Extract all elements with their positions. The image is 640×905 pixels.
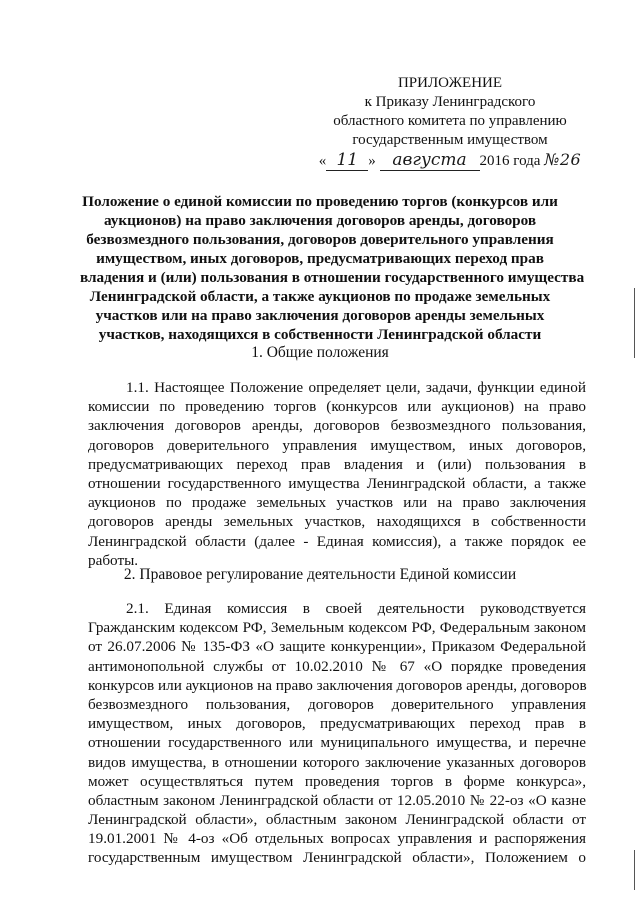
paragraph-2-1 [88, 599, 586, 868]
title-line: аукционов) на право заключения договоров аренды, договоров [103, 212, 537, 229]
appendix-order-ref: к Приказу Ленинградского [364, 94, 536, 110]
text-line: 19.01.2001 № 4-оз «Об отдельных вопросах управления и распоряжения [88, 830, 586, 848]
appendix-label: ПРИЛОЖЕНИЕ [397, 75, 503, 91]
appendix-committee: областного комитета по управлению [333, 113, 567, 129]
text-line: 1.1. Настоящее Положение определяет цели, задачи, функции единой [126, 379, 586, 396]
text-line: от 26.07.2006 № 135-ФЗ «О защите конкуренции», Приказом Федеральной [88, 638, 586, 656]
title-line: имуществом, иных договоров, предусматривающих переход прав [96, 250, 544, 267]
paragraph-1-1 [88, 378, 586, 570]
handwritten-order-number: №26 [544, 150, 582, 169]
text-line: работы. [88, 551, 139, 569]
scan-edge-mark [634, 850, 635, 890]
order-date: « 11 » августа 2016 года №26 [318, 150, 582, 170]
text-line: безвозмездного пользования, договоров доверительного управления [88, 695, 586, 713]
title-line: участков, находящихся в собственности Ленинградской области [98, 326, 542, 343]
text-line: Ленинградской области», областным законом Ленинградской области от [88, 811, 586, 829]
text-line: конкурсов или аукционов на право заключения договоров аренды, договоров [88, 676, 587, 694]
text-line: областным законом Ленинградской области от 12.05.2010 № 22-оз «О казне [88, 791, 586, 809]
text-line: имуществом, иных договоров, предусматривающих переход прав в [88, 715, 586, 733]
appendix-property: государственным имуществом [352, 132, 548, 148]
text-line: Ленинградской области (далее - Единая комиссия), а также порядок ее [88, 532, 586, 550]
section-heading-legal: 2. Правовое регулирование деятельности Единой комиссии [123, 566, 517, 583]
handwritten-day: 11 [326, 151, 368, 171]
title-line: Положение о единой комиссии по проведению торгов (конкурсов или [82, 193, 558, 210]
title-line: участков или на право заключения договоров аренды земельных [95, 307, 545, 324]
text-line: 2.1. Единая комиссия в своей деятельности руководствуется [126, 600, 586, 617]
title-line: владения и (или) пользования в отношении государственного имущества [80, 269, 585, 286]
title-line: Ленинградской области, а также аукционов по продаже земельных [89, 288, 551, 305]
document-title [80, 192, 585, 344]
text-line: предусматривающих переход прав владения и (или) пользования в [88, 455, 586, 473]
appendix-header [300, 74, 600, 171]
text-line: антимонопольной службы от 10.02.2010 № 67 «О порядке проведения [88, 657, 586, 675]
text-line: может осуществляться путем проведения торгов в форме конкурса», [88, 772, 586, 790]
text-line: договоров аренды земельных участков, находящихся в собственности [88, 513, 586, 531]
text-line: заключения договоров аренды, договоров безвозмездного пользования, [88, 417, 586, 435]
text-line: государственным имуществом Ленинградской области», Положением о [88, 849, 586, 867]
text-line: видов имущества, в отношении которого заключение указанных договоров [88, 753, 586, 771]
text-line: аукционов по продаже земельных участков или на право заключения [88, 494, 586, 512]
text-line: отношении государственного имущества Ленинградской области, а также [88, 474, 586, 492]
handwritten-month: августа [380, 151, 480, 171]
section-heading-general: 1. Общие положения [251, 344, 389, 361]
date-year: 2016 года [479, 153, 541, 169]
text-line: комиссии по проведению торгов (конкурсов или аукционов) на право [88, 398, 586, 416]
scan-edge-mark [634, 288, 635, 358]
text-line: Гражданским кодексом РФ, Земельным кодексом РФ, Федеральным законом [88, 619, 586, 637]
text-line: договоров доверительного управления имуществом, иных договоров, [88, 436, 586, 454]
title-line: безвозмездного пользования, договоров доверительного управления [86, 231, 554, 248]
text-line: отношении государственного или муниципального имущества, и перечне [88, 734, 586, 752]
